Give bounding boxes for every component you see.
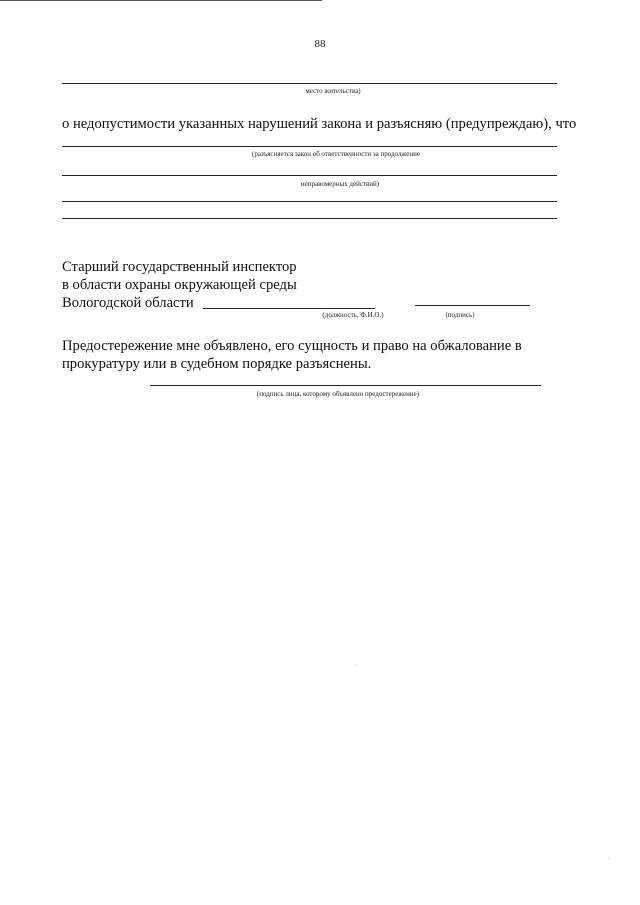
acknowledgement-signature-line [150,385,541,386]
acknowledgement-signature-caption: (подпись лица, которому объявлено предостережение) [256,390,420,398]
acknowledgement-line2: прокуратуру или в судебном порядке разъяснены. [62,356,372,372]
warning-statement: о недопустимости указанных нарушений закона и разъясняю (предупреждаю), что [62,116,577,132]
scan-edge-line [0,0,322,1]
inspector-signature-caption: (подпись) [445,311,475,319]
inspector-title-line1: Старший государственный инспектор [62,259,297,275]
extra-fill-line-2 [62,218,557,219]
actions-fill-line [62,175,557,176]
position-fill-line [203,308,375,309]
law-caption: (разъясняется закон об ответственности за продолжение [252,150,420,158]
residence-caption: место жительства) [305,87,361,95]
acknowledgement-line1: Предостережение мне объявлено, его сущность и право на обжалование в [62,338,522,354]
position-caption: (должность, Ф.И.О.) [322,311,384,319]
inspector-title-line3: Вологодской области [62,295,194,311]
scan-speck [608,858,609,859]
inspector-signature-line [415,305,530,306]
residence-fill-line [62,83,557,84]
law-fill-line [62,146,557,147]
actions-caption: неправомерных действий) [300,180,380,188]
page-number: 88 [314,38,326,50]
scan-speck [356,664,357,665]
inspector-title-line2: в области охраны окружающей среды [62,277,297,293]
extra-fill-line-1 [62,201,557,202]
